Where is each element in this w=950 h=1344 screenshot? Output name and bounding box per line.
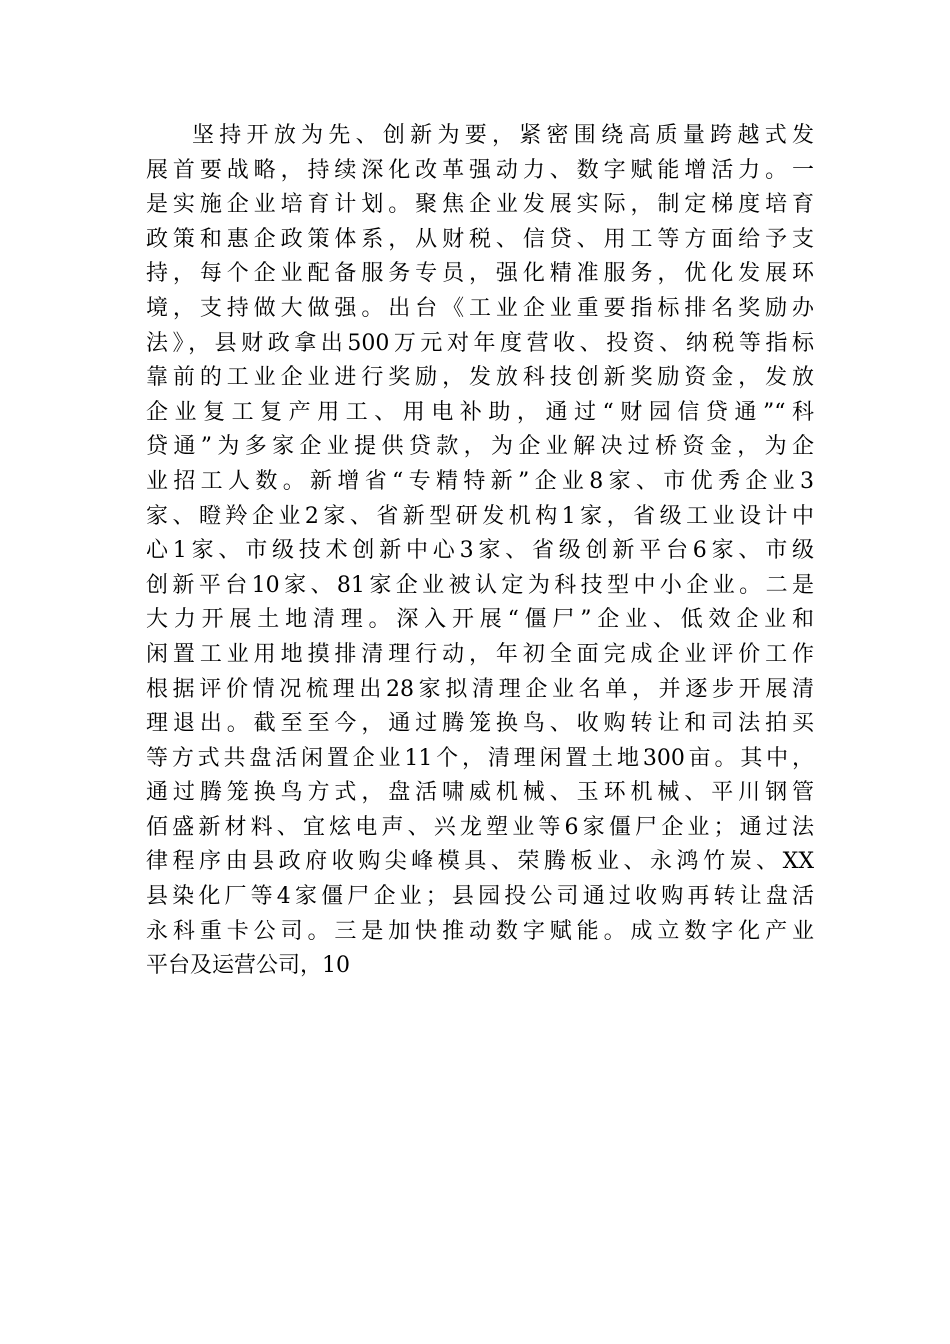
paragraph-line: 等方式共盘活闲置企业11个，清理闲置土地300亩。其中， (146, 745, 814, 771)
paragraph-line: 政策和惠企政策体系，从财税、信贷、用工等方面给予支 (146, 226, 814, 252)
paragraph-line: 根据评价情况梳理出28家拟清理企业名单，并逐步开展清 (146, 676, 814, 702)
paragraph-line: 坚持开放为先、创新为要，紧密围绕高质量跨越式发 (192, 123, 814, 148)
paragraph-line: 律程序由县政府收购尖峰模具、荣腾板业、永鸿竹炭、XX (146, 849, 814, 875)
paragraph-line: 佰盛新材料、宜炫电声、兴龙塑业等6家僵尸企业；通过法 (146, 814, 814, 840)
paragraph-line: 业招工人数。新增省“专精特新”企业8家、市优秀企业3 (146, 468, 814, 494)
paragraph-line: 家、瞪羚企业2家、省新型研发机构1家，省级工业设计中 (146, 503, 814, 529)
body-paragraph (146, 119, 814, 984)
paragraph-line: 靠前的工业企业进行奖励，发放科技创新奖励资金，发放 (146, 365, 814, 391)
paragraph-line: 贷通”为多家企业提供贷款，为企业解决过桥资金，为企 (146, 434, 814, 460)
paragraph-line: 持，每个企业配备服务专员，强化精准服务，优化发展环 (146, 261, 814, 287)
paragraph-line: 是实施企业培育计划。聚焦企业发展实际，制定梯度培育 (146, 192, 814, 218)
paragraph-line: 境，支持做大做强。出台《工业企业重要指标排名奖励办 (146, 295, 814, 321)
paragraph-line: 心1家、市级技术创新中心3家、省级创新平台6家、市级 (146, 538, 814, 564)
paragraph-line: 展首要战略，持续深化改革强动力、数字赋能增活力。一 (146, 157, 814, 183)
paragraph-line: 创新平台10家、81家企业被认定为科技型中小企业。二是 (146, 572, 814, 598)
paragraph-line: 永科重卡公司。三是加快推动数字赋能。成立数字化产业 (146, 918, 814, 944)
paragraph-line: 法》，县财政拿出500万元对年度营收、投资、纳税等指标 (146, 330, 814, 356)
paragraph-line: 大力开展土地清理。深入开展“僵尸”企业、低效企业和 (146, 607, 814, 633)
paragraph-line: 通过腾笼换鸟方式，盘活啸威机械、玉环机械、平川钢管 (146, 780, 814, 806)
paragraph-line: 闲置工业用地摸排清理行动，年初全面完成企业评价工作 (146, 641, 814, 667)
paragraph-line: 企业复工复产用工、用电补助，通过“财园信贷通”“科 (146, 399, 814, 425)
paragraph-line: 县染化厂等4家僵尸企业；县园投公司通过收购再转让盘活 (146, 884, 814, 910)
paragraph-line: 平台及运营公司，10 (146, 953, 350, 979)
paragraph-line: 理退出。截至至今，通过腾笼换鸟、收购转让和司法拍买 (146, 711, 814, 737)
